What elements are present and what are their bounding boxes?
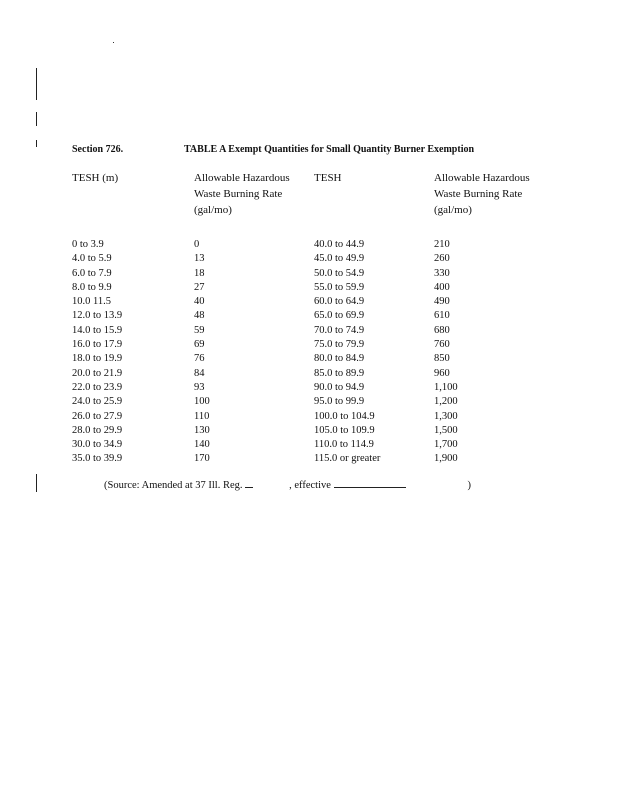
tesh-left: 10.0 11.5: [72, 296, 111, 308]
rate-left: 0: [194, 239, 200, 250]
column-header-tesh: TESH: [314, 172, 342, 184]
tesh-left: 35.0 to 39.9: [72, 453, 123, 465]
rate-right: 490: [434, 296, 450, 308]
rate-right: 1,100: [434, 381, 458, 393]
tesh-right: 60.0 to 64.9: [314, 296, 365, 308]
source-note: [104, 478, 471, 491]
tesh-left: 24.0 to 25.9: [72, 396, 123, 408]
tesh-left: 20.0 to 21.9: [72, 367, 123, 379]
rate-left: 69: [194, 339, 205, 351]
table-row: [0, 252, 619, 266]
table-row: [0, 367, 619, 381]
table-row: [0, 381, 619, 395]
rate-left: 18: [194, 267, 205, 279]
tesh-right: 115.0 or greater: [314, 453, 381, 465]
tesh-right: 65.0 to 69.9: [314, 310, 365, 322]
table-row: [0, 424, 619, 438]
rate-right: 1,900: [434, 453, 458, 465]
rate-left: 100: [194, 396, 210, 408]
rate-right: 1,300: [434, 410, 458, 422]
rate-right: 1,500: [434, 424, 458, 436]
tesh-left: 30.0 to 34.9: [72, 439, 123, 451]
table-row: [0, 267, 619, 281]
rate-right: 400: [434, 281, 450, 293]
rate-left: 59: [194, 324, 205, 336]
tesh-right: 75.0 to 79.9: [314, 339, 365, 351]
tesh-left: 4.0 to 5.9: [72, 253, 112, 265]
tesh-right: 110.0 to 114.9: [314, 439, 374, 451]
table-row: [0, 452, 619, 466]
source-prefix: (Source: Amended at 37 Ill. Reg.: [104, 480, 246, 491]
scan-speck: [113, 42, 114, 43]
margin-bar-top: [36, 68, 37, 100]
rate-left: 76: [194, 353, 205, 365]
tesh-left: 18.0 to 19.9: [72, 353, 123, 365]
tesh-left: 14.0 to 15.9: [72, 324, 123, 336]
rate-right: 1,700: [434, 439, 458, 451]
tesh-right: 55.0 to 59.9: [314, 281, 365, 293]
tesh-left: 12.0 to 13.9: [72, 310, 123, 322]
table-title: TABLE A Exempt Quantities for Small Quantity Burner Exemption: [184, 144, 475, 155]
register-blank: [245, 478, 253, 488]
rate-left: 27: [194, 281, 205, 293]
rate-left: 140: [194, 439, 210, 451]
tesh-right: 105.0 to 109.9: [314, 424, 375, 436]
tesh-right: 85.0 to 89.9: [314, 367, 365, 379]
tesh-left: 22.0 to 23.9: [72, 381, 123, 393]
tesh-left: 16.0 to 17.9: [72, 339, 123, 351]
tesh-right: 45.0 to 49.9: [314, 253, 365, 265]
rate-right: 330: [434, 267, 450, 279]
rate-left: 48: [194, 310, 205, 322]
source-middle: , effective: [289, 480, 334, 491]
rate-left: 170: [194, 453, 210, 465]
section-label: Section 726.: [72, 144, 124, 155]
tesh-left: 28.0 to 29.9: [72, 424, 123, 436]
rate-right: 610: [434, 310, 450, 322]
rate-left: 110: [194, 410, 210, 422]
rate-left: 93: [194, 381, 205, 393]
effective-date-blank: [334, 478, 406, 488]
rate-right: 760: [434, 339, 450, 351]
tesh-right: 40.0 to 44.9: [314, 239, 365, 250]
tesh-left: 8.0 to 9.9: [72, 281, 112, 293]
tesh-left: 26.0 to 27.9: [72, 410, 123, 422]
margin-bar-middle: [36, 112, 37, 126]
rate-left: 130: [194, 424, 210, 436]
table-row: [0, 352, 619, 366]
table-row: [0, 324, 619, 338]
tesh-left: 6.0 to 7.9: [72, 267, 112, 279]
table-row: [0, 295, 619, 309]
rate-right: 260: [434, 253, 450, 265]
tesh-right: 80.0 to 84.9: [314, 353, 365, 365]
table-row: [0, 410, 619, 424]
margin-bar-source: [36, 474, 37, 492]
tesh-right: 50.0 to 54.9: [314, 267, 365, 279]
column-header-rate-right: Allowable Hazardous Waste Burning Rate (gal/mo): [434, 172, 530, 216]
table-row: [0, 338, 619, 352]
rate-right: 960: [434, 367, 450, 379]
tesh-right: 90.0 to 94.9: [314, 381, 365, 393]
column-header-rate-left: Allowable Hazardous Waste Burning Rate (gal/mo): [194, 172, 290, 216]
source-suffix: ): [467, 480, 472, 491]
margin-bar-small: [36, 140, 37, 147]
rate-left: 13: [194, 253, 205, 265]
exempt-quantities-table: [0, 238, 619, 467]
tesh-right: 100.0 to 104.9: [314, 410, 375, 422]
table-row: [0, 395, 619, 409]
tesh-right: 70.0 to 74.9: [314, 324, 365, 336]
tesh-left: 0 to 3.9: [72, 239, 104, 250]
column-header-tesh-m: TESH (m): [72, 172, 119, 184]
rate-right: 680: [434, 324, 450, 336]
table-row: [0, 238, 619, 252]
rate-left: 84: [194, 367, 205, 379]
table-row: [0, 281, 619, 295]
table-row: [0, 309, 619, 323]
tesh-right: 95.0 to 99.9: [314, 396, 365, 408]
rate-right: 1,200: [434, 396, 458, 408]
rate-left: 40: [194, 296, 205, 308]
rate-right: 210: [434, 239, 450, 250]
rate-right: 850: [434, 353, 450, 365]
table-row: [0, 438, 619, 452]
